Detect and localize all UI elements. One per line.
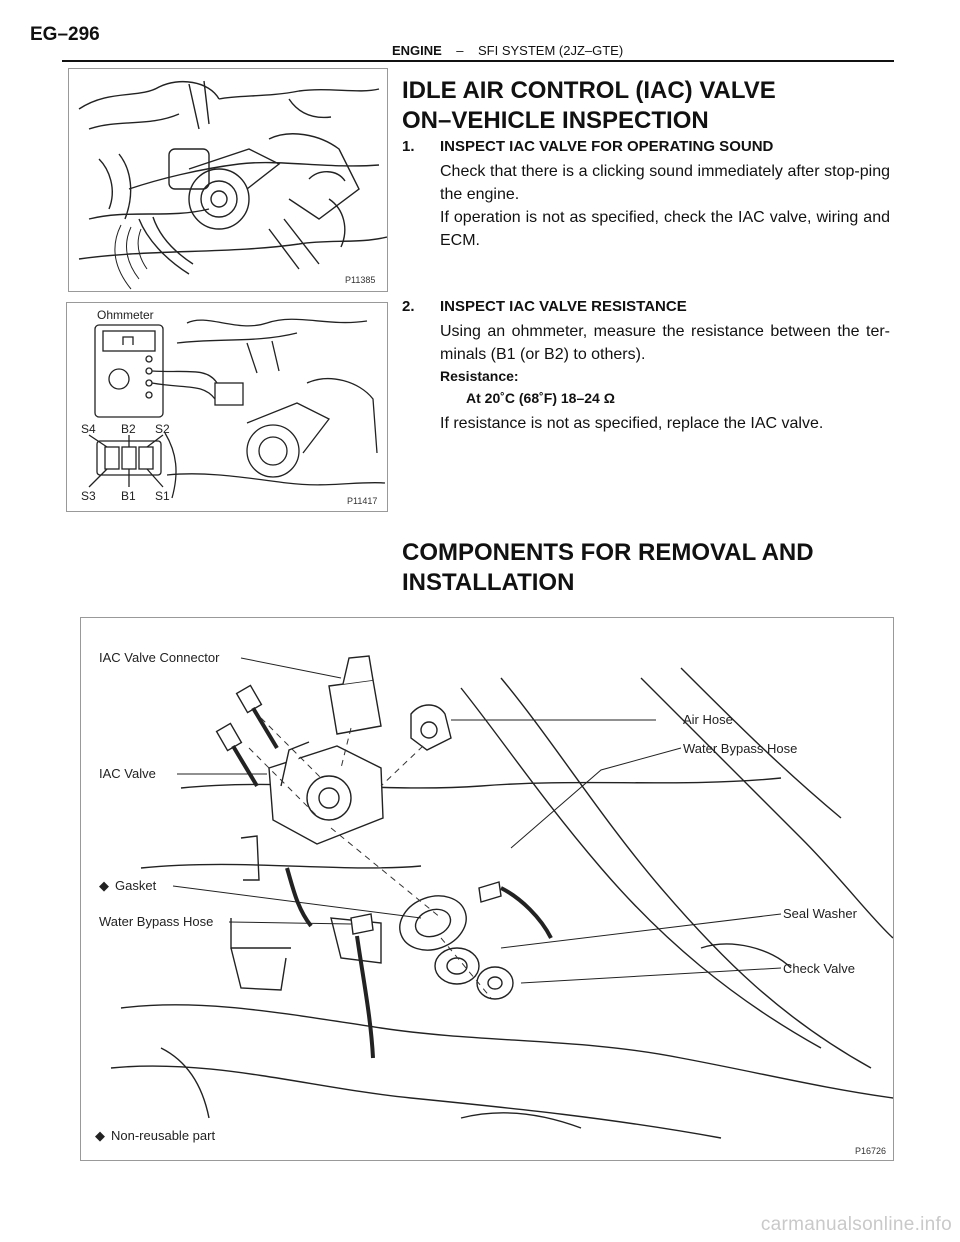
- header-title: [392, 43, 623, 58]
- components-title-line2: INSTALLATION: [402, 569, 575, 596]
- step2-text1: Using an ohmmeter, measure the resistance between the ter-minals (B1 (or B2) to others).: [440, 323, 890, 363]
- step1-heading: [402, 138, 773, 155]
- iac-title-line2: ON–VEHICLE INSPECTION: [402, 107, 709, 134]
- step2-number: 2.: [402, 298, 415, 315]
- header-section: ENGINE: [392, 43, 442, 58]
- terminal-s1: S1: [155, 489, 170, 503]
- label-seal-washer: Seal Washer: [783, 906, 857, 921]
- label-water-bypass-hose-right: Water Bypass Hose: [683, 741, 798, 756]
- components-drawing: [81, 618, 893, 1160]
- iac-section-title: [402, 76, 776, 136]
- label-gasket-text: Gasket: [115, 878, 157, 893]
- label-air-hose: Air Hose: [683, 712, 733, 727]
- step2-text2: If resistance is not as specified, replace the IAC valve.: [440, 415, 824, 432]
- page-number: EG–296: [30, 24, 100, 45]
- resistance-spec-label: Resistance:: [440, 368, 519, 384]
- ohmmeter-label: Ohmmeter: [97, 308, 154, 322]
- header-rule: [62, 60, 894, 62]
- step2-heading-text: INSPECT IAC VALVE RESISTANCE: [440, 298, 687, 315]
- header-separator: –: [456, 43, 464, 58]
- figure2-code: P11417: [347, 496, 378, 506]
- resistance-spec-value: At 20˚C (68˚F) 18–24 Ω: [466, 390, 615, 406]
- figure-iac-valve-sound: [68, 68, 388, 292]
- label-water-bypass-hose-left: Water Bypass Hose: [99, 914, 214, 929]
- label-gasket: [99, 878, 157, 893]
- figure1-code: P11385: [345, 275, 376, 285]
- label-non-reusable-text: Non-reusable part: [111, 1128, 216, 1143]
- label-check-valve: Check Valve: [783, 961, 856, 976]
- diamond-icon: ◆: [99, 878, 109, 893]
- watermark: carmanualsonline.info: [760, 1214, 952, 1235]
- label-iac-valve-connector: IAC Valve Connector: [99, 650, 220, 665]
- step1-number: 1.: [402, 138, 415, 155]
- step2-heading: [402, 298, 687, 315]
- label-iac-valve: IAC Valve: [99, 766, 156, 781]
- header-subsection: SFI SYSTEM (2JZ–GTE): [477, 43, 624, 58]
- components-section-title: [402, 538, 814, 598]
- terminal-s2: S2: [155, 422, 170, 436]
- step1-heading-text: INSPECT IAC VALVE FOR OPERATING SOUND: [440, 138, 774, 155]
- terminal-s3: S3: [81, 489, 96, 503]
- figure-components: [80, 617, 894, 1161]
- terminal-b2: B2: [121, 422, 136, 436]
- iac-resistance-drawing: [67, 303, 387, 511]
- iac-valve-sound-drawing: [69, 69, 387, 291]
- figure3-code: P16726: [855, 1146, 887, 1156]
- terminal-s4: S4: [81, 422, 96, 436]
- components-title-line1: COMPONENTS FOR REMOVAL AND: [402, 539, 814, 566]
- terminal-b1: B1: [121, 489, 136, 503]
- figure-iac-resistance: [66, 302, 388, 512]
- label-non-reusable-part: [95, 1128, 215, 1143]
- step1-text1: Check that there is a clicking sound immediately after stop-ping the engine.: [440, 163, 890, 203]
- step1-text2: If operation is not as specified, check the IAC valve, wiring and ECM.: [440, 209, 890, 249]
- diamond-icon: ◆: [95, 1128, 105, 1143]
- iac-title-line1: IDLE AIR CONTROL (IAC) VALVE: [402, 77, 776, 104]
